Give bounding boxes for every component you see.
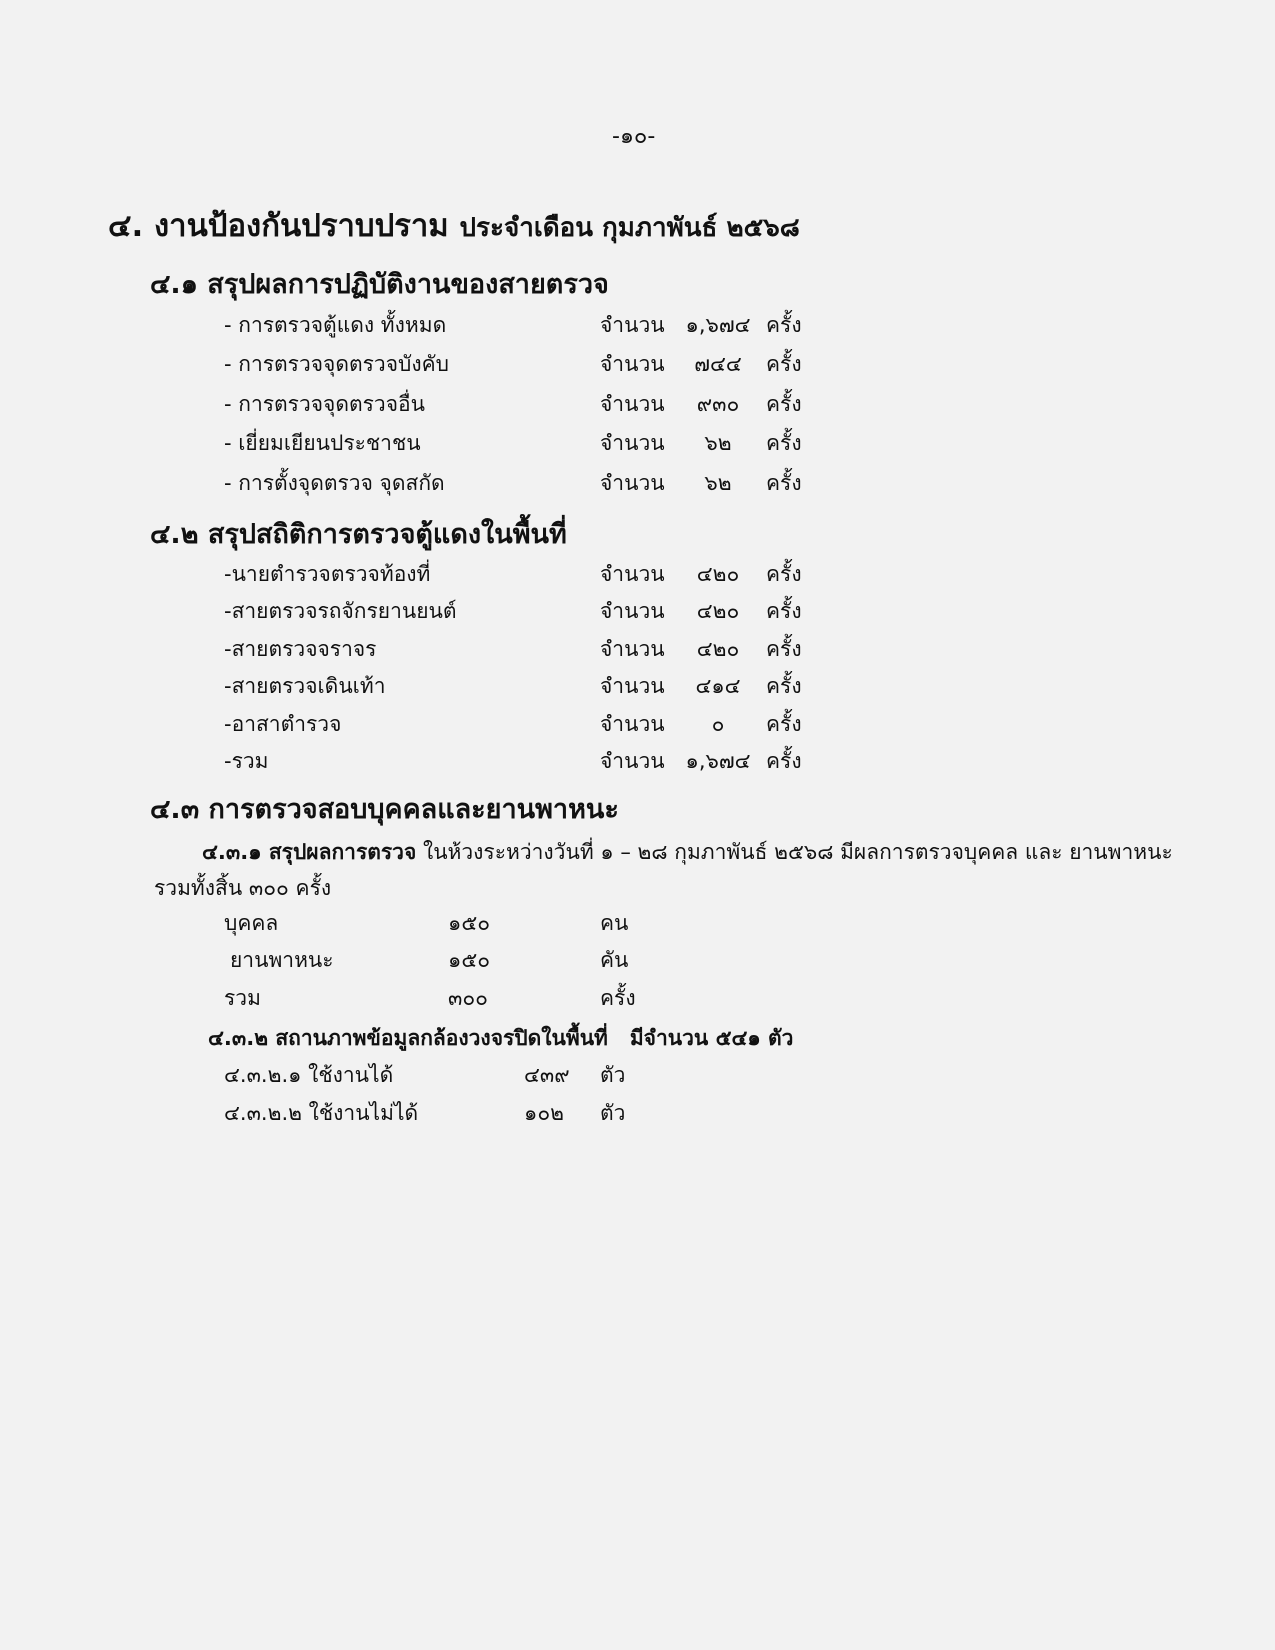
main-heading [108,200,800,250]
section-4-3-2-title: ๔.๓.๒ สถานภาพข้อมูลกล้องวงจรปิดในพื้นที่ [208,1026,608,1050]
section-4-3-1-total: รวมทั้งสิ้น ๓๐๐ ครั้ง [154,876,332,900]
item-label: บุคคล [224,911,279,935]
item-count-label: จำนวน [600,712,665,736]
item-unit: ตัว [600,1063,626,1087]
item-unit: ครั้ง [766,712,802,736]
section-4-3-1-title: ๔.๓.๑ สรุปผลการตรวจ [202,840,417,864]
item-unit: ครั้ง [766,637,802,661]
item-label: -สายตรวจรถจักรยานยนต์ [224,599,457,623]
item-unit: ครั้ง [766,313,802,337]
item-count-label: จำนวน [600,599,665,623]
item-unit: ครั้ง [766,431,802,455]
section-4-3-title: ๔.๓ การตรวจสอบบุคคลและยานพาหนะ [150,794,619,825]
item-value: ๗๔๔ [694,352,742,376]
main-heading-period: ประจำเดือน กุมภาพันธ์ ๒๕๖๘ [459,213,800,243]
item-unit: ครั้ง [766,352,802,376]
section-4-2-title: ๔.๒ สรุปสถิติการตรวจตู้แดงในพื้นที่ [150,519,567,550]
section-4-3-1-paragraph [202,836,1173,869]
section-4-3-2-heading [208,1022,793,1055]
item-value: ๔๒๐ [696,599,740,623]
item-value: ๖๒ [704,431,732,455]
section-4-3-2-summary: มีจำนวน ๕๔๑ ตัว [629,1026,794,1050]
item-unit: ครั้ง [766,392,802,416]
item-label: - การตั้งจุดตรวจ จุดสกัด [224,471,445,495]
section-4-1-title: ๔.๑ สรุปผลการปฏิบัติงานของสายตรวจ [150,269,609,300]
item-count-label: จำนวน [600,637,665,661]
item-unit: ตัว [600,1101,626,1125]
item-label: - การตรวจจุดตรวจบังคับ [224,352,449,376]
item-value: ๑,๖๗๔ [685,749,751,773]
main-heading-title: ๔. งานป้องกันปราบปราม [108,208,449,244]
item-unit: ครั้ง [600,986,636,1010]
item-value: ๑๕๐ [448,911,491,935]
item-unit: ครั้ง [766,599,802,623]
item-label: -อาสาตำรวจ [224,712,342,736]
item-label: รวม [224,986,261,1010]
item-value: ๖๒ [704,471,732,495]
item-count-label: จำนวน [600,352,665,376]
section-4-3-1-text: ในห้วงระหว่างวันที่ ๑ – ๒๘ กุมภาพันธ์ ๒๕๖๘ มีผลการตรวจบุคคล และ ยานพาหนะ [422,840,1173,864]
item-value: ๑๐๒ [524,1101,564,1125]
item-unit: คน [600,911,629,935]
item-label: - การตรวจจุดตรวจอื่น [224,392,425,416]
item-count-label: จำนวน [600,562,665,586]
item-label: - การตรวจตู้แดง ทั้งหมด [224,313,447,337]
item-label: ๔.๓.๒.๒ ใช้งานไม่ได้ [224,1101,419,1125]
item-count-label: จำนวน [600,431,665,455]
item-unit: ครั้ง [766,749,802,773]
item-value: ๓๐๐ [448,986,488,1010]
item-unit: ครั้ง [766,674,802,698]
item-count-label: จำนวน [600,674,665,698]
item-unit: คัน [600,948,629,972]
item-unit: ครั้ง [766,562,802,586]
item-label: - เยี่ยมเยียนประชาชน [224,431,421,455]
item-value: ๔๒๐ [696,562,740,586]
item-label: -สายตรวจจราจร [224,637,377,661]
item-count-label: จำนวน [600,471,665,495]
item-label: -สายตรวจเดินเท้า [224,674,386,698]
item-value: ๔๑๔ [695,674,741,698]
page-number: -๑๐- [612,124,656,149]
item-label: ยานพาหนะ [230,948,334,972]
item-value: ๙๓๐ [696,392,740,416]
item-label: ๔.๓.๒.๑ ใช้งานได้ [224,1063,394,1087]
item-value: ๔๓๙ [524,1063,570,1087]
item-value: ๔๒๐ [696,637,740,661]
item-label: -รวม [224,749,269,773]
item-count-label: จำนวน [600,749,665,773]
item-unit: ครั้ง [766,471,802,495]
item-label: -นายตำรวจตรวจท้องที่ [224,562,431,586]
item-count-label: จำนวน [600,392,665,416]
item-count-label: จำนวน [600,313,665,337]
item-value: ๑๕๐ [448,948,491,972]
item-value: ๐ [711,712,725,736]
item-value: ๑,๖๗๔ [685,313,751,337]
